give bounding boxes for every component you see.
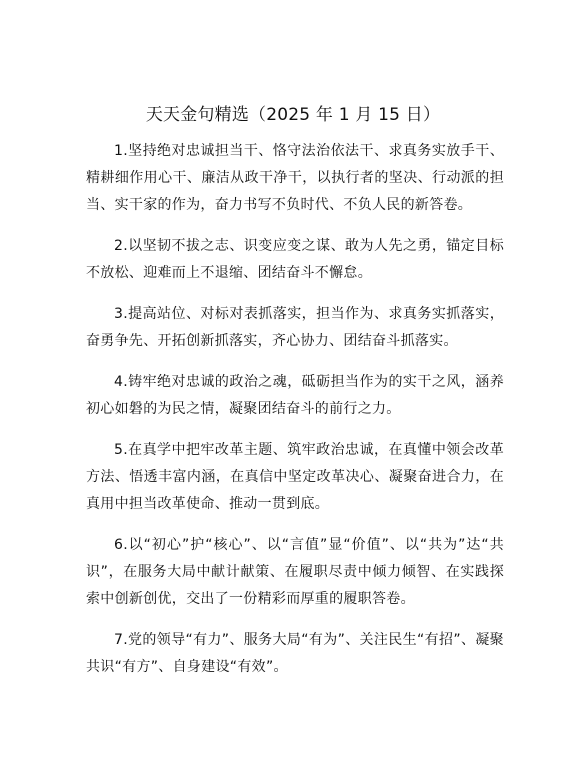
paragraph-7: 7.党的领导“有力”、服务大局“有为”、关注民生“有招”、凝聚共识“有方”、自身建设“有效”。 [86,632,504,675]
paragraph-4: 4.铸牢绝对忠诚的政治之魂，砥砺担当作为的实干之风，涵养初心如磐的为民之情，凝聚团结奋斗的前行之力。 [86,374,504,417]
paragraph-6: 6.以“初心”护“核心”、以“言值”显“价值”、以“共为”达“共识”，在服务大局中献计献策、在履职尽责中倾力倾智、在实践探索中创新创优，交出了一份精彩而厚重的履职答卷。 [86,537,504,607]
paragraph-2: 2.以坚韧不拔之志、识变应变之谋、敢为人先之勇，锚定目标不放松、迎难而上不退缩、团结奋斗不懈怠。 [86,238,504,281]
paragraph-1: 1.坚持绝对忠诚担当干、恪守法治依法干、求真务实放手干、精耕细作用心干、廉洁从政干净干，以执行者的坚决、行动派的担当、实干家的作为，奋力书写不负时代、不负人民的新答卷。 [86,143,504,213]
document-title: 天天金句精选（2025 年 1 月 15 日） [145,105,441,125]
document-body [86,138,504,695]
paragraph-3: 3.提高站位、对标对表抓落实，担当作为、求真务实抓落实，奋勇争先、开拓创新抓落实，齐心协力、团结奋斗抓落实。 [86,306,504,349]
paragraph-5: 5.在真学中把牢改革主题、筑牢政治忠诚，在真懂中领会改革方法、悟透丰富内涵，在真信中坚定改革决心、凝聚奋进合力，在真用中担当改革使命、推动一贯到底。 [86,442,504,512]
